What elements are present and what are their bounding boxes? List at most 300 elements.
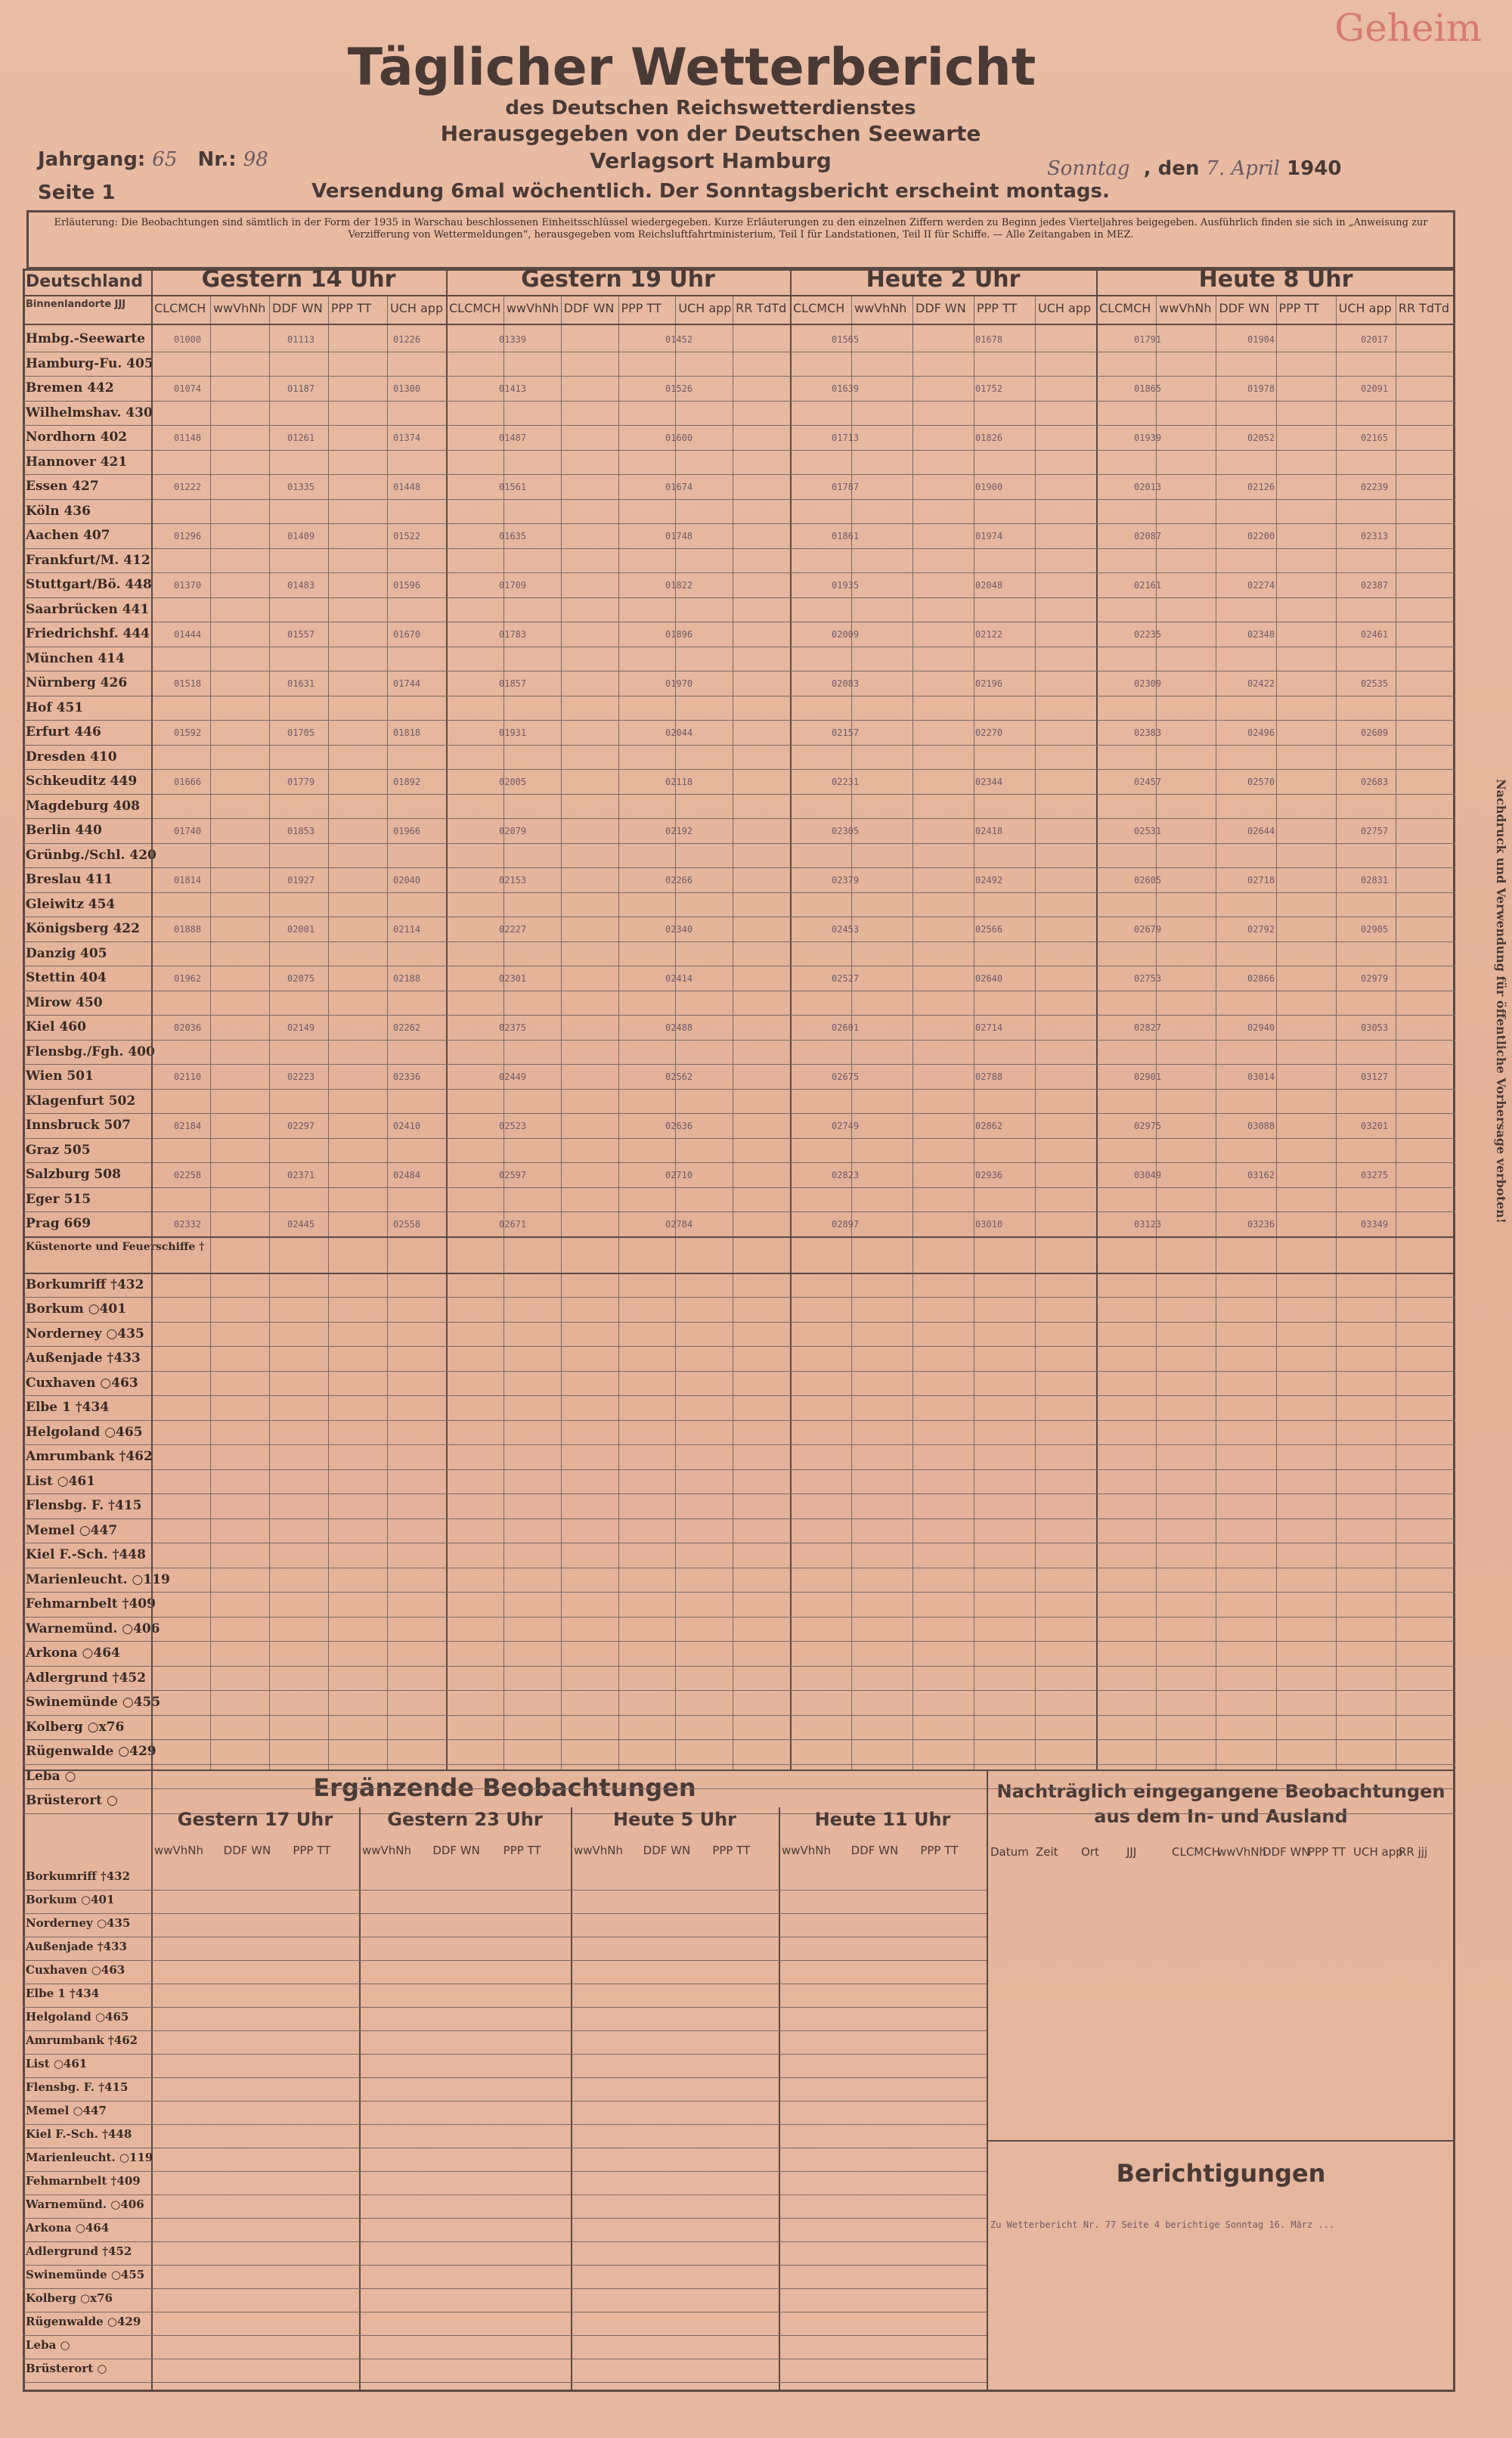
observation-value: 01678: [975, 334, 1003, 345]
section-rule: [987, 2140, 1455, 2142]
observation-value: 01592: [174, 727, 202, 738]
observation-value: 02110: [174, 1072, 202, 1082]
station-name: Saarbrücken 441: [26, 601, 150, 617]
observation-value: 02531: [1134, 826, 1162, 836]
subtitle-line-4: Versendung 6mal wöchentlich. Der Sonntagsbericht erscheint montags.: [311, 180, 1110, 203]
observation-value: 01744: [393, 678, 421, 689]
observation-value: 02492: [975, 875, 1003, 886]
observation-value: 02449: [499, 1072, 527, 1082]
observation-value: 02605: [1134, 875, 1162, 886]
observation-value: 02445: [287, 1219, 315, 1230]
column-header: CLCMCH: [154, 301, 206, 315]
observation-value: 01526: [665, 383, 693, 394]
row-rule: [23, 1764, 1455, 1765]
extra-column-header: PPP TT: [920, 1844, 959, 1857]
late-column-header: wwVhNh: [1217, 1845, 1267, 1859]
extra-station-name: Swinemünde ○455: [26, 2268, 145, 2281]
observation-value: 02371: [287, 1170, 315, 1180]
observation-value: 01709: [499, 580, 527, 591]
observation-value: 03010: [975, 1219, 1003, 1230]
period-divider: [1096, 268, 1098, 1770]
observation-value: 02079: [499, 826, 527, 836]
row-rule: [23, 548, 1455, 549]
observation-value: 02157: [832, 727, 860, 738]
observation-value: 02305: [832, 826, 860, 836]
observation-value: 02679: [1134, 924, 1162, 935]
observation-value: 02827: [1134, 1022, 1162, 1033]
extra-title: Ergänzende Beobachtungen: [313, 1773, 696, 1802]
coast-station-name: Borkum ○401: [26, 1301, 127, 1317]
observation-value: 02975: [1134, 1121, 1162, 1131]
coast-station-name: Brüsterort ○: [26, 1793, 118, 1808]
section-rule: [23, 1236, 1455, 1238]
station-name: Nordhorn 402: [26, 430, 128, 445]
row-rule: [23, 769, 1455, 770]
observation-value: 03053: [1361, 1022, 1389, 1033]
observation-value: 01639: [832, 383, 860, 394]
observation-value: 02675: [832, 1072, 860, 1082]
coast-station-name: Elbe 1 †434: [26, 1400, 110, 1415]
late-column-header: UCH app: [1353, 1845, 1403, 1859]
extra-station-name: Elbe 1 †434: [26, 1987, 100, 2000]
observation-value: 02266: [665, 875, 693, 886]
extra-station-name: Marienleucht. ○119: [26, 2151, 153, 2164]
observation-value: 01814: [174, 875, 202, 886]
coast-station-name: Adlergrund †452: [26, 1670, 147, 1686]
extra-station-name: Außenjade †433: [26, 1940, 127, 1953]
column-divider: [618, 295, 619, 1770]
row-rule: [23, 1739, 1455, 1740]
station-name: Eger 515: [26, 1191, 91, 1207]
observation-value: 02297: [287, 1121, 315, 1131]
observation-value: 01974: [975, 531, 1003, 541]
station-name: München 414: [26, 650, 125, 666]
row-rule: [23, 1913, 987, 1914]
column-header: DDF WN: [272, 301, 323, 315]
observation-value: 01635: [499, 531, 527, 541]
observation-value: 02017: [1361, 334, 1389, 345]
row-rule: [23, 597, 1455, 598]
observation-value: 01074: [174, 383, 202, 394]
observation-value: 02562: [665, 1072, 693, 1082]
observation-value: 02165: [1361, 433, 1389, 443]
extra-station-name: Kiel F.-Sch. †448: [26, 2127, 132, 2141]
observation-value: 01565: [832, 334, 860, 345]
late-column-header: Ort: [1081, 1845, 1099, 1859]
observation-value: 02036: [174, 1022, 202, 1033]
row-rule: [23, 1089, 1455, 1090]
column-header: CLCMCH: [793, 301, 845, 315]
observation-value: 02457: [1134, 777, 1162, 787]
extra-station-name: Norderney ○435: [26, 1916, 131, 1930]
late-column-header: Datum: [990, 1845, 1029, 1859]
station-name: Mirow 450: [26, 994, 103, 1010]
observation-value: 02527: [832, 973, 860, 984]
observation-value: 02200: [1247, 531, 1275, 541]
row-rule: [23, 499, 1455, 500]
observation-value: 01904: [1247, 334, 1275, 345]
subtitle-line-2: Herausgegeben von der Deutschen Seewarte: [440, 121, 981, 146]
row-rule: [23, 2077, 987, 2078]
observation-value: 02644: [1247, 826, 1275, 836]
observation-value: 01452: [665, 334, 693, 345]
station-name: Hmbg.-Seewarte: [26, 331, 145, 346]
column-divider: [387, 295, 388, 1770]
extra-station-name: Leba ○: [26, 2338, 70, 2352]
observation-value: 01818: [393, 727, 421, 738]
station-name: Nürnberg 426: [26, 675, 128, 690]
row-rule: [23, 1371, 1455, 1372]
row-rule: [23, 1138, 1455, 1139]
observation-value: 02749: [832, 1121, 860, 1131]
observation-value: 02262: [393, 1022, 421, 1033]
extra-station-name: Borkumriff †432: [26, 1869, 131, 1883]
late-divider: [987, 1770, 988, 2392]
row-rule: [23, 1444, 1455, 1445]
extra-column-header: DDF WN: [850, 1844, 899, 1857]
observation-value: 02523: [499, 1121, 527, 1131]
row-rule: [23, 425, 1455, 426]
observation-value: 01631: [287, 678, 315, 689]
period-header-2: Heute 2 Uhr: [866, 266, 1021, 293]
column-header: PPP TT: [977, 301, 1018, 315]
coast-station-name: Cuxhaven ○463: [26, 1375, 138, 1391]
row-rule: [23, 401, 1455, 402]
coast-station-name: Amrumbank †462: [26, 1449, 153, 1464]
coast-station-name: Marienleucht. ○119: [26, 1571, 170, 1587]
row-rule: [23, 671, 1455, 672]
observation-value: 02640: [975, 973, 1003, 984]
extra-column-header: PPP TT: [712, 1844, 751, 1857]
header-rule: [23, 295, 1455, 296]
column-header: DDF WN: [1219, 301, 1270, 315]
extra-column-header: DDF WN: [432, 1844, 480, 1857]
row-rule: [23, 1420, 1455, 1421]
observation-value: 01596: [393, 580, 421, 591]
period-header-1: Gestern 19 Uhr: [521, 266, 715, 293]
observation-value: 03201: [1361, 1121, 1389, 1131]
row-rule: [23, 2288, 987, 2289]
observation-value: 03236: [1247, 1219, 1275, 1230]
observation-value: 02484: [393, 1170, 421, 1180]
observation-value: 03127: [1361, 1072, 1389, 1082]
observation-value: 02153: [499, 875, 527, 886]
observation-value: 02301: [499, 973, 527, 984]
row-rule: [23, 843, 1455, 844]
station-name: Kiel 460: [26, 1019, 86, 1034]
extra-period-header-3: Heute 11 Uhr: [814, 1809, 951, 1830]
observation-value: 01483: [287, 580, 315, 591]
observation-value: 01522: [393, 531, 421, 541]
row-rule: [23, 794, 1455, 795]
observation-value: 02453: [832, 924, 860, 935]
row-rule: [23, 2335, 987, 2336]
station-name: Frankfurt/M. 412: [26, 552, 150, 568]
observation-value: 02570: [1247, 777, 1275, 787]
observation-value: 02235: [1134, 629, 1162, 640]
observation-value: 02149: [287, 1022, 315, 1033]
volume-label: Jahrgang: 65 Nr.: 98: [38, 148, 268, 171]
observation-value: 02422: [1247, 678, 1275, 689]
observation-value: 02609: [1361, 727, 1389, 738]
observation-value: 01409: [287, 531, 315, 541]
station-name: Hof 451: [26, 699, 84, 715]
column-divider: [210, 295, 211, 1770]
page-title: Täglicher Wetterbericht: [347, 38, 1036, 98]
observation-value: 01670: [393, 629, 421, 640]
observation-value: 02040: [393, 875, 421, 886]
coast-station-name: Flensbg. F. †415: [26, 1498, 142, 1513]
observation-value: 01674: [665, 482, 693, 492]
late-column-header: PPP TT: [1308, 1845, 1346, 1859]
coast-station-name: Fehmarnbelt †409: [26, 1596, 156, 1611]
observation-value: 01931: [499, 727, 527, 738]
column-divider: [328, 295, 329, 1770]
corrections-title: Berichtigungen: [1116, 2159, 1326, 2188]
late-column-header: Zeit: [1036, 1845, 1058, 1859]
observation-value: 01335: [287, 482, 315, 492]
coast-station-name: List ○461: [26, 1473, 96, 1489]
column-header: UCH app: [1038, 301, 1092, 315]
station-name: Klagenfurt 502: [26, 1093, 136, 1109]
row-rule: [23, 1015, 1455, 1016]
station-name: Magdeburg 408: [26, 798, 140, 814]
secret-stamp: Geheim: [1334, 6, 1482, 50]
coast-header: Küstenorte und Feuerschiffe †: [26, 1240, 205, 1253]
station-name: Innsbruck 507: [26, 1118, 131, 1133]
extra-station-name: Adlergrund †452: [26, 2244, 132, 2258]
extra-column-header: PPP TT: [503, 1844, 541, 1857]
observation-value: 01261: [287, 433, 315, 443]
observation-value: 01896: [665, 629, 693, 640]
observation-value: 01787: [832, 482, 860, 492]
observation-value: 01970: [665, 678, 693, 689]
row-rule: [23, 1113, 1455, 1114]
observation-value: 02418: [975, 826, 1003, 836]
period-header-3: Heute 8 Uhr: [1198, 266, 1353, 293]
row-rule: [23, 1960, 987, 1961]
row-rule: [23, 1162, 1455, 1163]
station-name: Köln 436: [26, 503, 91, 519]
extra-station-name: Cuxhaven ○463: [26, 1963, 125, 1977]
column-divider: [1035, 295, 1036, 1770]
column-divider: [1336, 295, 1337, 1770]
observation-value: 01374: [393, 433, 421, 443]
observation-value: 01187: [287, 383, 315, 394]
observation-value: 02227: [499, 924, 527, 935]
column-header: CLCMCH: [1099, 301, 1151, 315]
extra-station-name: Kolberg ○x76: [26, 2291, 113, 2305]
observation-value: 01853: [287, 826, 315, 836]
extra-column-header: wwVhNh: [154, 1844, 204, 1857]
extra-station-name: Borkum ○401: [26, 1893, 115, 1906]
extra-period-header-0: Gestern 17 Uhr: [177, 1809, 333, 1830]
observation-value: 02122: [975, 629, 1003, 640]
observation-value: 02114: [393, 924, 421, 935]
corner-sublabel: Binnenlandorte JJJ: [26, 299, 126, 310]
observation-value: 01962: [174, 973, 202, 984]
observation-value: 01865: [1134, 383, 1162, 394]
late-column-header: RR jjj: [1399, 1845, 1428, 1859]
column-header: PPP TT: [621, 301, 662, 315]
late-column-header: DDF WN: [1263, 1845, 1310, 1859]
row-rule: [23, 1788, 1455, 1789]
observation-value: 02901: [1134, 1072, 1162, 1082]
observation-value: 01927: [287, 875, 315, 886]
station-name: Wilhelmshav. 430: [26, 405, 153, 420]
extra-station-name: List ○461: [26, 2057, 88, 2070]
extra-divider: [151, 1807, 153, 2392]
observation-grid: [23, 268, 1455, 2392]
observation-value: 02048: [975, 580, 1003, 591]
extra-divider: [359, 1807, 361, 2392]
extra-period-header-2: Heute 5 Uhr: [612, 1809, 737, 1830]
observation-value: 02044: [665, 727, 693, 738]
observation-value: 02309: [1134, 678, 1162, 689]
row-rule: [23, 720, 1455, 721]
station-name: Stuttgart/Bö. 448: [26, 577, 152, 592]
observation-value: 02274: [1247, 580, 1275, 591]
observation-value: 01826: [975, 433, 1003, 443]
row-rule: [23, 745, 1455, 746]
period-header-0: Gestern 14 Uhr: [201, 266, 396, 293]
station-name: Essen 427: [26, 479, 99, 494]
coast-station-name: Rügenwalde ○429: [26, 1744, 156, 1759]
observation-value: 03123: [1134, 1219, 1162, 1230]
coast-station-name: Memel ○447: [26, 1522, 118, 1538]
row-rule: [23, 523, 1455, 524]
coast-station-name: Arkona ○464: [26, 1645, 120, 1661]
observation-value: 02348: [1247, 629, 1275, 640]
column-header: DDF WN: [916, 301, 966, 315]
row-rule: [23, 818, 1455, 819]
extra-column-header: wwVhNh: [362, 1844, 412, 1857]
observation-value: 02188: [393, 973, 421, 984]
observation-value: 01561: [499, 482, 527, 492]
row-rule: [23, 1715, 1455, 1716]
observation-value: 02184: [174, 1121, 202, 1131]
observation-value: 02710: [665, 1170, 693, 1180]
coast-station-name: Norderney ○435: [26, 1326, 144, 1342]
row-rule: [23, 1297, 1455, 1298]
observation-value: 02052: [1247, 433, 1275, 443]
observation-value: 02126: [1247, 482, 1275, 492]
station-name: Wien 501: [26, 1069, 94, 1084]
observation-value: 02718: [1247, 875, 1275, 886]
coast-station-name: Helgoland ○465: [26, 1424, 143, 1440]
observation-value: 01748: [665, 531, 693, 541]
observation-value: 02375: [499, 1022, 527, 1033]
row-rule: [23, 1064, 1455, 1065]
late-title-2: aus dem In- und Ausland: [1094, 1806, 1348, 1827]
row-rule: [23, 2171, 987, 2172]
station-name: Prag 669: [26, 1216, 91, 1231]
extra-column-header: wwVhNh: [574, 1844, 624, 1857]
column-header: UCH app: [1338, 301, 1392, 315]
column-header: wwVhNh: [854, 301, 907, 315]
section-rule: [23, 1273, 1455, 1274]
coast-station-name: Kolberg ○x76: [26, 1719, 125, 1735]
row-rule: [23, 1617, 1455, 1618]
subtitle-line-3: Verlagsort Hamburg: [590, 148, 832, 173]
observation-value: 02535: [1361, 678, 1389, 689]
extra-column-header: DDF WN: [643, 1844, 691, 1857]
row-rule: [23, 1395, 1455, 1396]
observation-value: 02488: [665, 1022, 693, 1033]
extra-station-name: Flensbg. F. †415: [26, 2080, 129, 2094]
station-name: Schkeuditz 449: [26, 774, 138, 789]
observation-value: 02831: [1361, 875, 1389, 886]
observation-value: 02005: [499, 777, 527, 787]
row-rule: [23, 1666, 1455, 1667]
column-header: RR TdTd: [736, 301, 787, 315]
observation-value: 02792: [1247, 924, 1275, 935]
observation-value: 01935: [832, 580, 860, 591]
observation-value: 01370: [174, 580, 202, 591]
observation-value: 01222: [174, 482, 202, 492]
row-rule: [23, 1890, 987, 1891]
observation-value: 02383: [1134, 727, 1162, 738]
observation-value: 01557: [287, 629, 315, 640]
coast-station-name: Leba ○: [26, 1768, 76, 1784]
observation-value: 02788: [975, 1072, 1003, 1082]
row-rule: [23, 867, 1455, 868]
column-header: DDF WN: [563, 301, 615, 315]
column-header: RR TdTd: [1398, 301, 1450, 315]
late-title-1: Nachträglich eingegangene Beobachtungen: [996, 1781, 1445, 1802]
observation-value: 01791: [1134, 334, 1162, 345]
extra-station-name: Memel ○447: [26, 2104, 107, 2117]
observation-value: 02075: [287, 973, 315, 984]
row-rule: [23, 1346, 1455, 1347]
extra-station-name: Arkona ○464: [26, 2221, 110, 2235]
observation-value: 03014: [1247, 1072, 1275, 1082]
observation-value: 02410: [393, 1121, 421, 1131]
observation-value: 01113: [287, 334, 315, 345]
observation-value: 02784: [665, 1219, 693, 1230]
observation-value: 01148: [174, 433, 202, 443]
column-header: PPP TT: [1278, 301, 1319, 315]
observation-value: 02862: [975, 1121, 1003, 1131]
coast-station-name: Swinemünde ○455: [26, 1695, 161, 1710]
row-rule: [23, 2007, 987, 2008]
observation-value: 02340: [665, 924, 693, 935]
observation-value: 01226: [393, 334, 421, 345]
observation-value: 01000: [174, 334, 202, 345]
row-rule: [23, 450, 1455, 451]
row-rule: [23, 2218, 987, 2219]
row-rule: [23, 1469, 1455, 1470]
row-rule: [23, 2382, 987, 2383]
station-name: Aachen 407: [26, 528, 110, 543]
observation-value: 01900: [975, 482, 1003, 492]
column-header: PPP TT: [331, 301, 372, 315]
observation-value: 02558: [393, 1219, 421, 1230]
observation-value: 01857: [499, 678, 527, 689]
extra-divider: [571, 1807, 572, 2392]
observation-value: 01779: [287, 777, 315, 787]
station-name: Dresden 410: [26, 749, 117, 765]
row-rule: [23, 1641, 1455, 1642]
observation-value: 01978: [1247, 383, 1275, 394]
observation-value: 02223: [287, 1072, 315, 1082]
column-divider: [1276, 295, 1277, 1770]
observation-value: 01966: [393, 826, 421, 836]
observation-value: 02636: [665, 1121, 693, 1131]
station-name: Stettin 404: [26, 970, 107, 985]
column-divider: [912, 295, 913, 1770]
observation-value: 02270: [975, 727, 1003, 738]
